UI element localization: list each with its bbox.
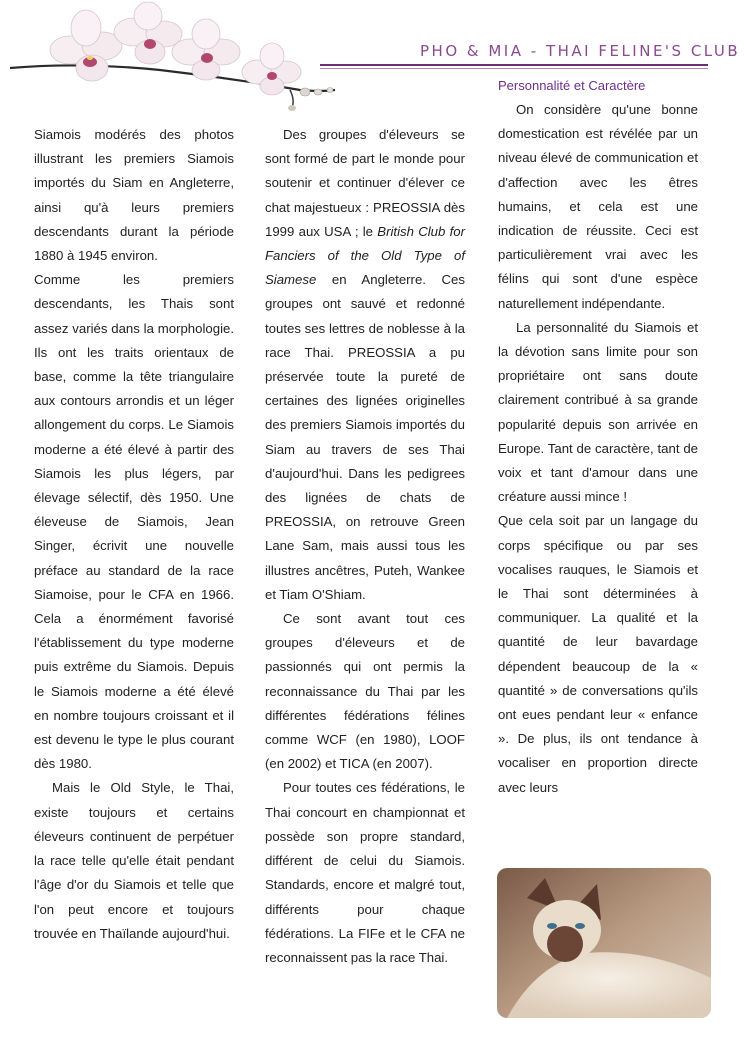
column-3 [498,98,698,800]
col2-club-name: British Club for Fanciers of the Old Type of Siamese [265,223,465,288]
col2-p1-end: en Angleterre. Ces groupes ont sauvé et redonné toutes ses lettres de noblesse à la race Thai. PREOSSIA a pu préservée toute la pureté de certaines des lignées originelles des premiers Siamois importés du Siam au travers de ses Thai d'aujourd'hui. Dans les pedigrees des lignées de chats de PREOSSIA, on retrouve Green Lane Sam, mais aussi tous les illustres ancêtres, Puteh, Wankee et Tiam O'Shiam. [265,272,465,602]
orchid-decoration [0,0,360,120]
col1-paragraph-2: Comme les premiers descendants, les Thais sont assez variés dans la morphologie. Ils ont les traits orientaux de base, comme la tête triangulaire aux contours arrondis et un léger allongement du corps. Le Siamois moderne a été élevé à partir des Siamois les plus légers, par élevage sélectif, dès 1950. Une éleveuse de Siamois, Jean Singer, écrivit une nouvelle préface au standard de la race Siamoise, pour le CFA en 1966. Cela a énormément favorisé l'établissement du type moderne puis extrême du Siamois. Depuis le Siamois moderne a été élevé en nombre toujours croissant et il est devenu le type le plus courant dès 1980. [34,272,234,772]
col3-paragraph-2: La personnalité du Siamois et la dévotion sans limite pour son propriétaire ont sans doute clairement contribué à sa grande popularité depuis son arrivée en Europe. Tant de caractère, tant de voix et tant d'amour dans une créature aussi mince ! [498,319,698,505]
header-rule-thin [320,68,708,69]
col1-paragraph-1: Siamois modérés des photos illustrant les premiers Siamois importés du Siam en Angleterre, ainsi qu'à leurs premiers descendants durant la période 1880 à 1945 environ. [34,127,234,264]
siamese-cat-photo [497,868,711,1018]
col2-paragraph-3: Pour toutes ces fédérations, le Thai concourt en championnat et possède son propre standard, différent de celui du Siamois. Standards, encore et malgré tout, différents pour chaque fédérations. La FIFe et le CFA ne reconnaissent pas la race Thai. [265,780,465,965]
section-heading: Personnalité et Caractère [498,78,646,93]
club-title: PHO & MIA - THAI FELINE'S CLUB [420,42,741,60]
column-1 [34,123,234,946]
header-rule [320,64,708,66]
col2-paragraph-1 [265,123,465,607]
col2-paragraph-2: Ce sont avant tout ces groupes d'éleveurs et de passionnés qui ont permis la reconnaissance du Thai par les différentes fédérations félines comme WCF (en 1980), LOOF (en 2002) et TICA (en 2007). [265,611,465,772]
col3-paragraph-1: On considère qu'une bonne domestication est révélée par un niveau élevé de communication et d'affection avec les êtres humains, et cela est une indication de réussite. Ceci est particulièrement vrai avec les félins qui sont d'une espèce naturellement indépendante. [498,102,698,311]
col3-paragraph-3: Que cela soit par un langage du corps spécifique ou par ses vocalises rauques, le Siamois et le Thai sont déterminées à communiquer. La qualité et la quantité de leur bavardage dépendent beaucoup de la « quantité » de conversations qu'ils ont eues pendant leur « enfance ». De plus, ils ont tendance à vocaliser en proportion directe avec leurs [498,513,698,795]
column-2 [265,123,465,970]
col1-paragraph-3: Mais le Old Style, le Thai, existe toujours et certains éleveurs continuent de perpétuer la race telle qu'elle était pendant l'âge d'or du Siamois et telle que l'on peut encore et toujours trouvée en Thaïlande aujourd'hui. [34,780,234,941]
col2-p1-start: Des groupes d'éleveurs se sont formé de part le monde pour soutenir et continuer d'élever ce chat majestueux : PREOSSIA dès 1999 aux USA ; le [265,127,465,239]
